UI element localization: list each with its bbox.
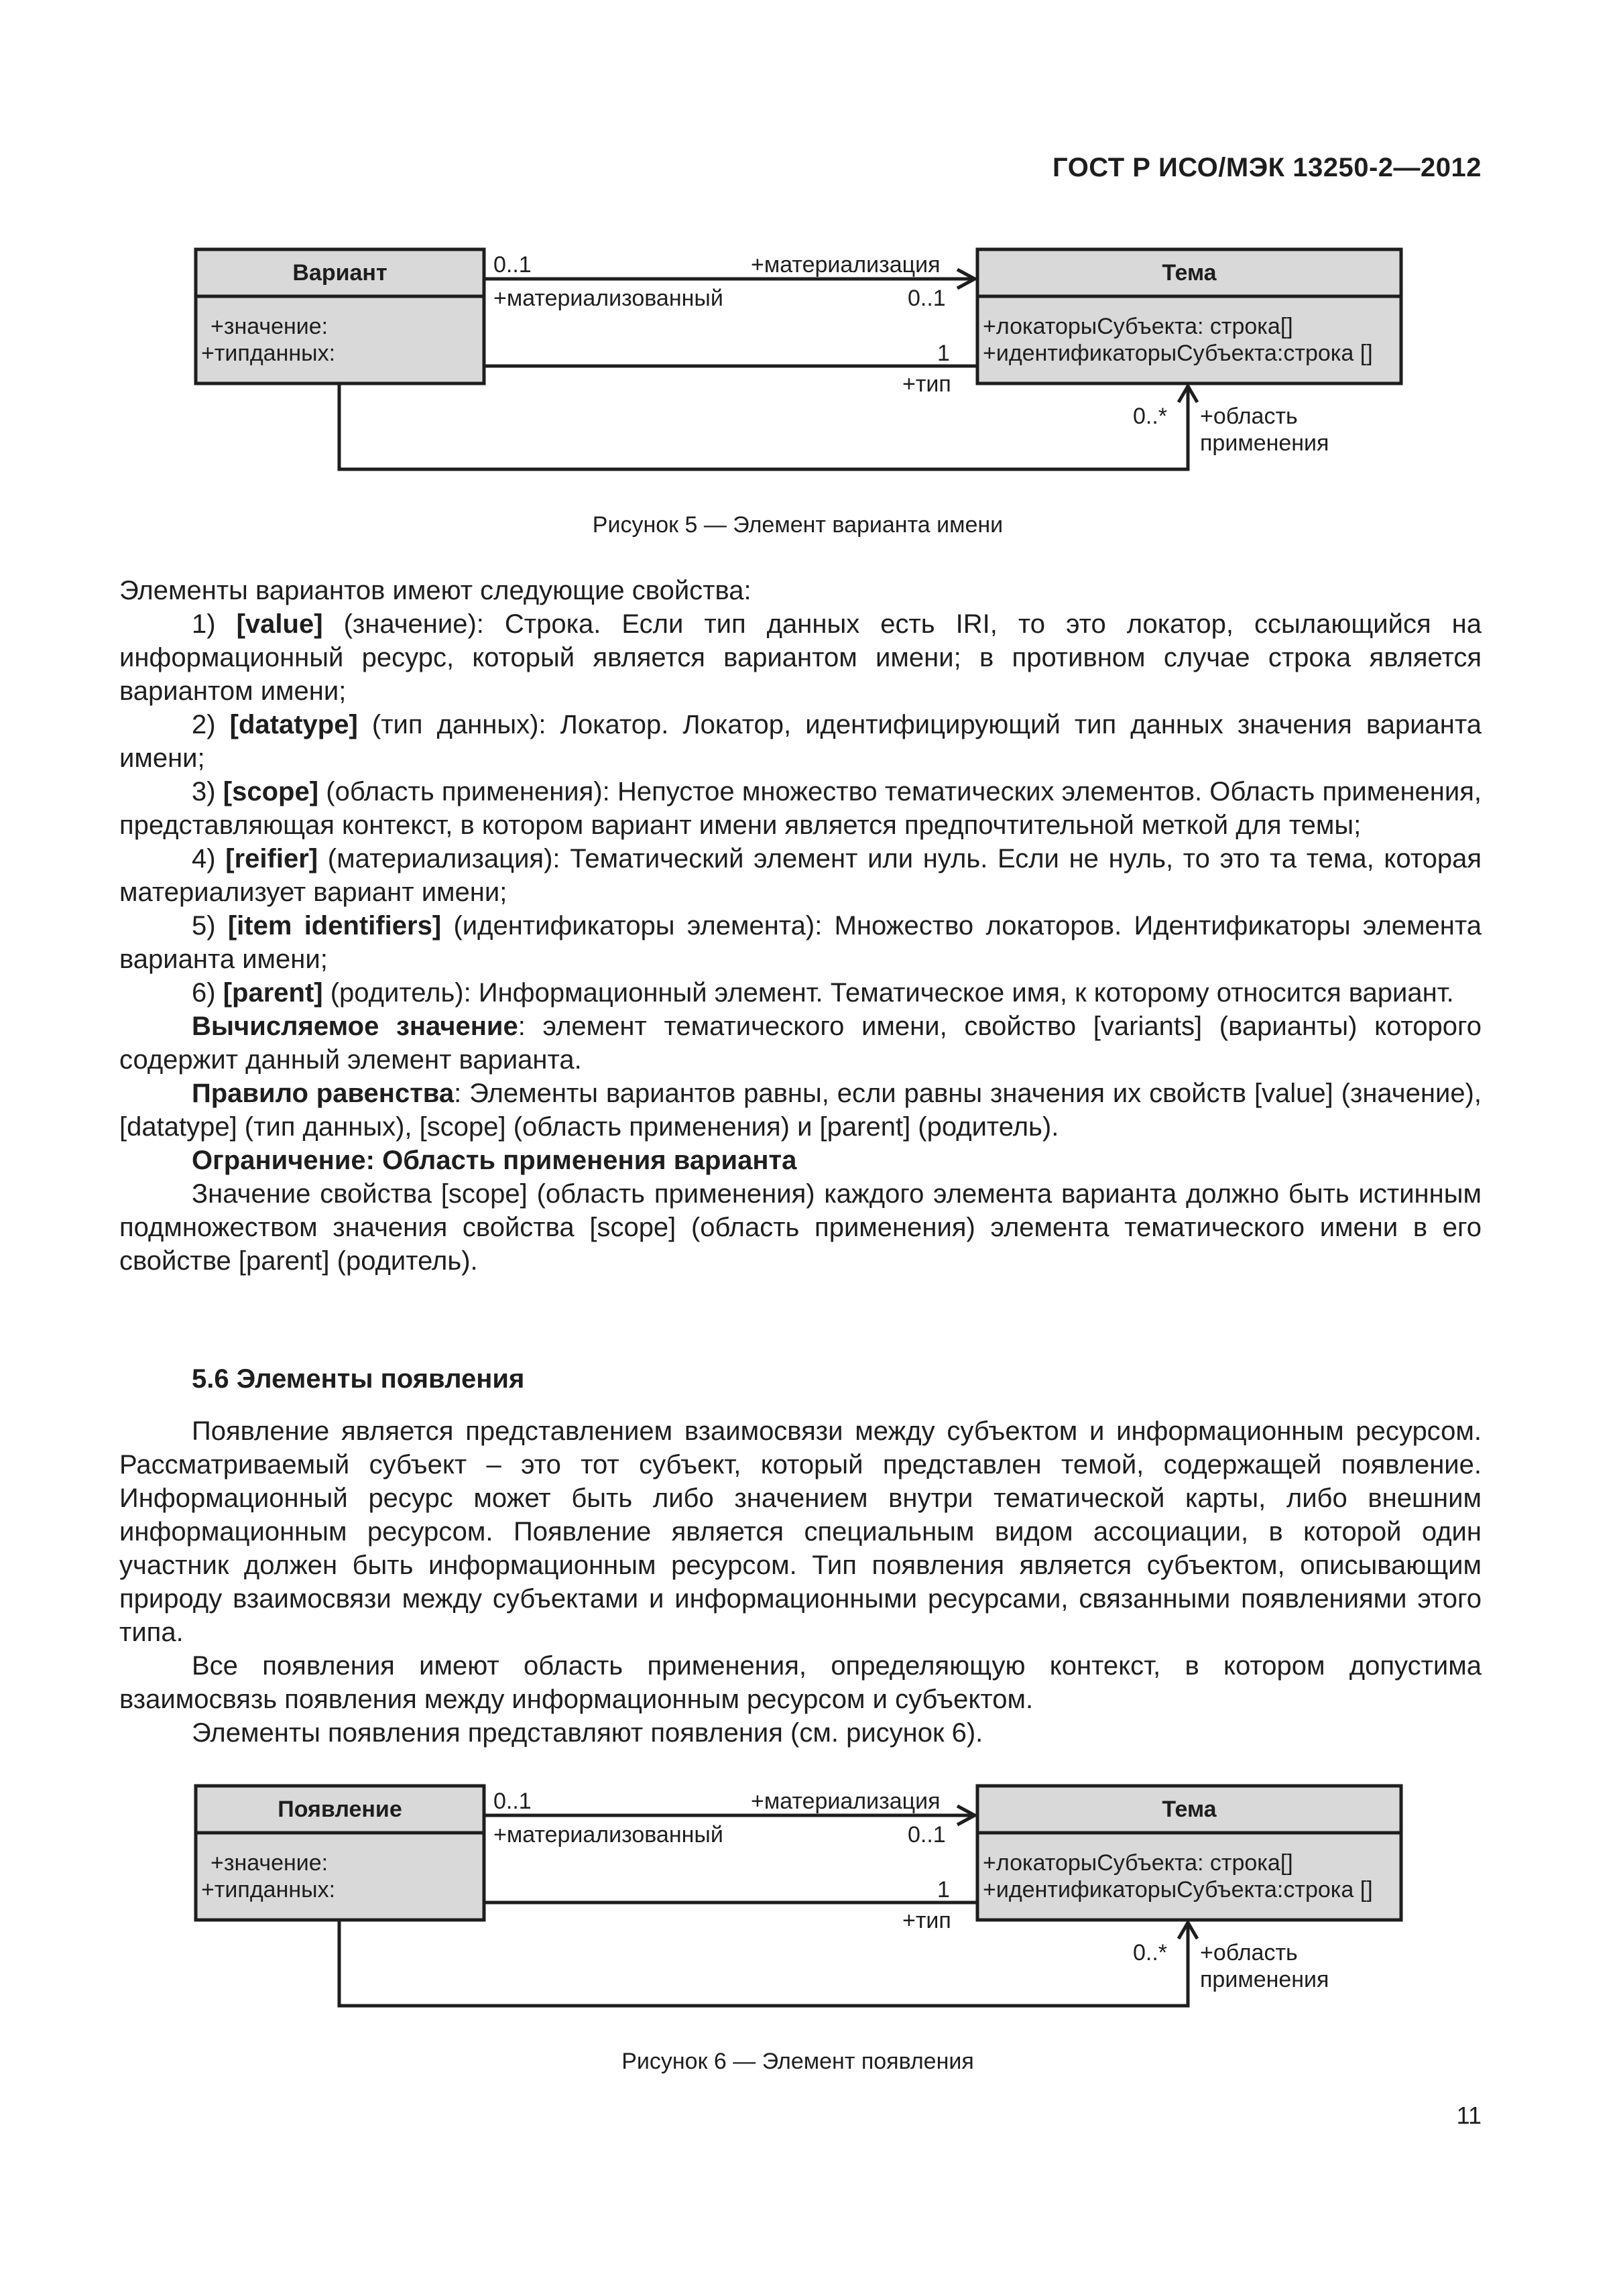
right-class-attr-locators: +локаторыСубъекта: строка[] — [983, 314, 1293, 339]
occurrence-paragraph-1: Появление является представлением взаимосвязи между субъектом и информационным ресурсом. Рассматриваемый субъект – это тот субъект, который представлен темой, содержащей появление. Информационный ресурс может быть либо значением внутри тематической карты, либо внешним информационным ресурсом. Появление является специальным видом ассоциации, в которой один участник должен быть информационным ресурсом. Тип появления является субъектом, описывающим природу взаимосвязи между субъектами и информационными ресурсами, связанными появлениями этого типа. — [119, 1416, 1482, 1647]
scope-role-line2: применения — [1200, 1967, 1329, 1992]
right-class-attr-identifiers: +идентификаторыСубъекта:строка [] — [983, 1877, 1373, 1902]
occurrence-paragraph-2: Все появления имеют область применения, определяющую контекст, в котором допустима взаимосвязь появления между информационным ресурсом и субъектом. — [119, 1651, 1482, 1714]
right-class-body — [977, 296, 1401, 383]
scope-role-line1: +область — [1200, 404, 1298, 429]
page-number: 11 — [1456, 2102, 1482, 2129]
left-class-name: Появление — [278, 1797, 402, 1822]
right-class-name: Тема — [1162, 1797, 1217, 1822]
section-heading: 5.6 Элементы появления — [192, 1364, 525, 1394]
left-class-attr-value: +значение: — [211, 314, 328, 339]
reifier-right-multiplicity: 0..1 — [908, 286, 946, 311]
left-class-body — [196, 296, 484, 383]
figure-6-diagram — [0, 1778, 1623, 2059]
figure-5-diagram — [0, 241, 1623, 523]
occurrence-paragraph-3: Элементы появления представляют появления (см. рисунок 6). — [192, 1718, 983, 1748]
equality-rule-paragraph: Правило равенства: Элементы вариантов равны, если равны значения их свойств [value] (значение), [datatype] (тип данных), [scope] (область применения) и [parent] (родитель). — [119, 1079, 1482, 1142]
reifier-left-role: +материализованный — [493, 286, 723, 311]
property-item: 3) [scope] (область применения): Непустое множество тематических элементов. Область применения, представляющая контекст, в котором вариант имени является предпочтительной меткой для темы; — [119, 777, 1482, 840]
constraint-text: Значение свойства [scope] (область применения) каждого элемента варианта должно быть истинным подмножеством значения свойства [scope] (область применения) элемента тематического имени в его свойстве [parent] (родитель). — [119, 1179, 1482, 1276]
property-item: 2) [datatype] (тип данных): Локатор. Локатор, идентифицирующий тип данных значения варианта имени; — [119, 710, 1482, 773]
reifier-left-role: +материализованный — [493, 1822, 723, 1848]
property-item: 1) [value] (значение): Строка. Если тип данных есть IRI, то это локатор, ссылающийся на информационный ресурс, который является вариантом имени; в противном случае строка является вариантом имени; — [119, 609, 1482, 706]
scope-multiplicity: 0..* — [1133, 404, 1168, 429]
assoc-scope-line — [339, 1920, 1188, 2006]
figure-5-caption: Рисунок 5 — Элемент варианта имени — [592, 512, 1004, 538]
left-class-body — [196, 1833, 484, 1920]
properties-intro: Элементы вариантов имеют следующие свойства: — [119, 576, 752, 605]
right-class-body — [977, 1833, 1401, 1920]
standard-header: ГОСТ Р ИСО/МЭК 13250-2—2012 — [1053, 153, 1482, 182]
type-multiplicity: 1 — [937, 341, 950, 366]
property-item: 6) [parent] (родитель): Информационный элемент. Тематическое имя, к которому относится вариант. — [192, 978, 1454, 1008]
variant-properties-text — [119, 574, 1482, 1278]
type-role: +тип — [902, 371, 951, 397]
property-item: 5) [item identifiers] (идентификаторы элемента): Множество локаторов. Идентификаторы элемента варианта имени; — [119, 911, 1482, 974]
type-multiplicity: 1 — [937, 1877, 950, 1902]
reifier-right-role: +материализация — [751, 1789, 941, 1814]
figure-6-caption: Рисунок 6 — Элемент появления — [621, 2049, 974, 2074]
left-class-name: Вариант — [292, 260, 387, 286]
occurrence-text — [119, 1414, 1482, 1750]
scope-role-line1: +область — [1200, 1940, 1298, 1966]
reifier-left-multiplicity: 0..1 — [493, 252, 532, 278]
type-role: +тип — [902, 1908, 951, 1933]
left-class-attr-datatype: +типданных: — [201, 1877, 336, 1902]
assoc-scope-line — [339, 383, 1188, 469]
reifier-right-multiplicity: 0..1 — [908, 1822, 946, 1848]
right-class-attr-identifiers: +идентификаторыСубъекта:строка [] — [983, 341, 1373, 366]
left-class-attr-datatype: +типданных: — [201, 341, 336, 366]
reifier-right-role: +материализация — [751, 252, 941, 278]
scope-multiplicity: 0..* — [1133, 1940, 1168, 1966]
constraint-title: Ограничение: Область применения варианта — [192, 1146, 797, 1175]
right-class-name: Тема — [1162, 260, 1217, 286]
right-class-attr-locators: +локаторыСубъекта: строка[] — [983, 1850, 1293, 1876]
left-class-attr-value: +значение: — [211, 1850, 328, 1876]
property-item: 4) [reifier] (материализация): Тематический элемент или нуль. Если не нуль, то это та тема, которая материализует вариант имени; — [119, 844, 1482, 907]
computed-value-paragraph: Вычисляемое значение: элемент тематического имени, свойство [variants] (варианты) которого содержит данный элемент варианта. — [119, 1012, 1482, 1075]
reifier-left-multiplicity: 0..1 — [493, 1789, 532, 1814]
scope-role-line2: применения — [1200, 430, 1329, 456]
